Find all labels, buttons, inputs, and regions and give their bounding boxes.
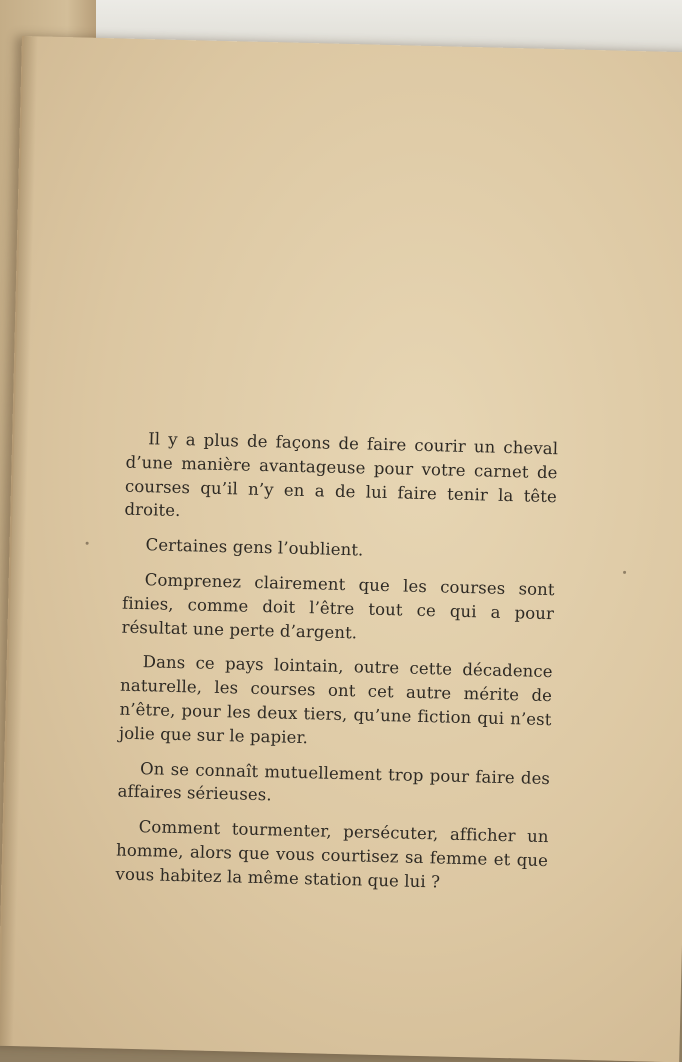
- paragraph-2: Certaines gens l’oublient.: [145, 535, 364, 560]
- paragraph-3: Comprenez clairement que les courses sont finies, comme doit l’être tout ce qui a pour résultat une perte d’argent.: [121, 570, 555, 642]
- book-page: [0, 36, 682, 1062]
- paper-speck: [623, 571, 626, 574]
- paper-speck: [86, 542, 89, 545]
- paragraph-4: Dans ce pays lointain, outre cette décadence naturelle, les courses ont cet autre mérite de n’être, pour les deux tiers, qu’une fiction qui n’est jolie que sur le papier.: [118, 652, 553, 747]
- body-text: [115, 427, 558, 908]
- paragraph-1: Il y a plus de façons de faire courir un cheval d’une manière avantageuse pour votre carnet de courses qu’il n’y en a de lui faire tenir la tête droite.: [124, 429, 559, 521]
- paragraph-6: Comment tourmenter, persécuter, afficher un homme, alors que vous courtisez sa femme et que vous habitez la même station que lui ?: [115, 817, 549, 892]
- paragraph-5: On se connaît mutuellement trop pour faire des affaires sérieuses.: [117, 758, 551, 805]
